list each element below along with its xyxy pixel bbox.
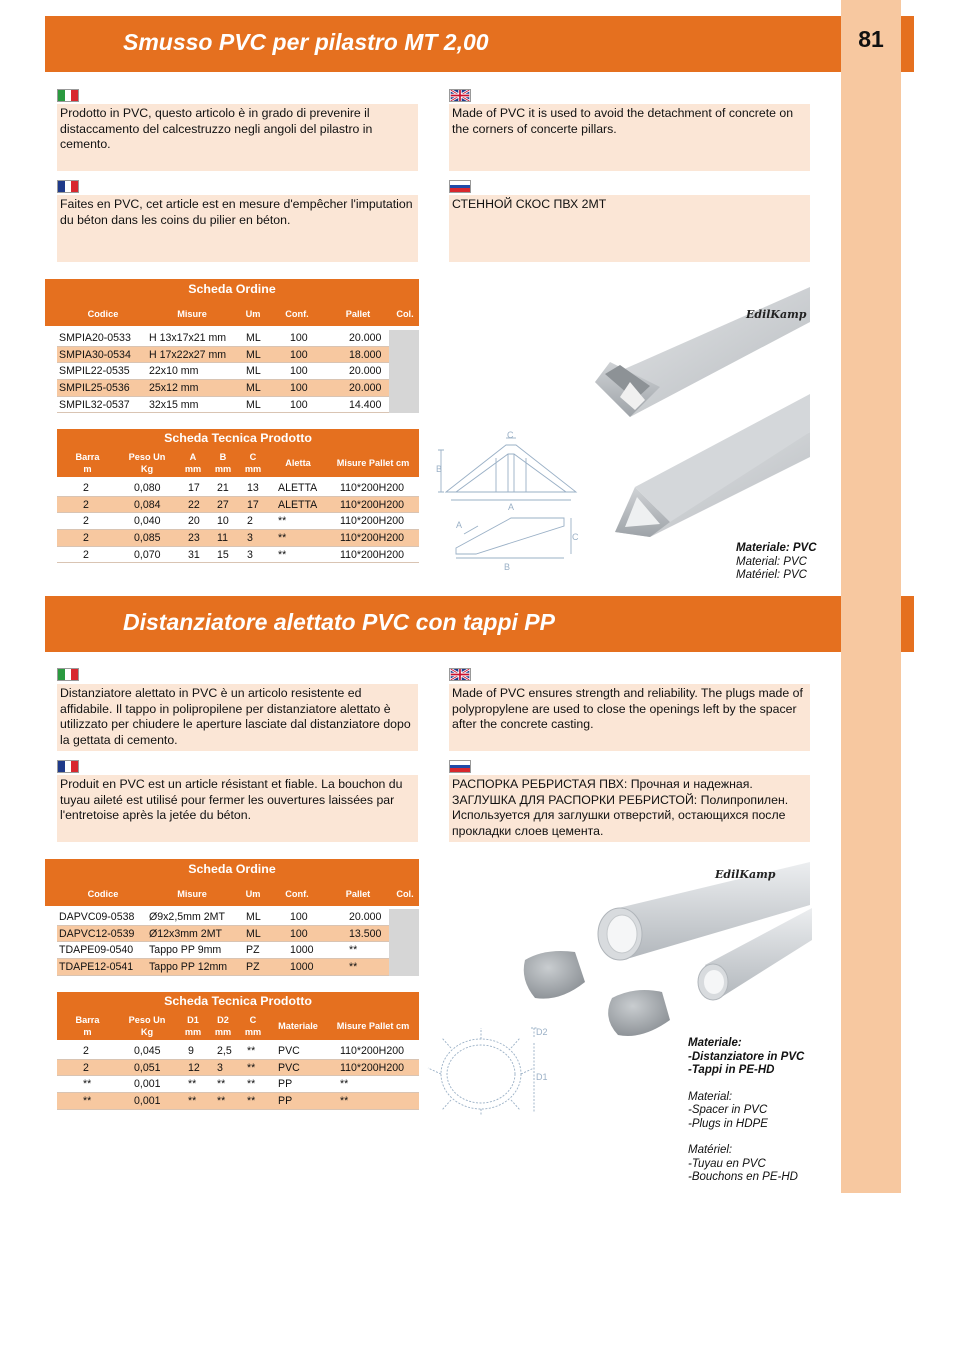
section1-order-header [45, 279, 419, 326]
tech-cell: 3 [247, 532, 253, 545]
tech-cell: 2,5 [217, 1045, 232, 1057]
tech-col-header-unit: mm [184, 1027, 202, 1037]
order-cell: ML [246, 348, 261, 361]
brand-logo: EdilKamp [746, 308, 807, 321]
russia-flag-icon [449, 760, 471, 773]
order-cell: 100 [290, 348, 308, 361]
tech-cell: 0,045 [134, 1045, 161, 1057]
order-col-header: Um [245, 309, 261, 319]
tech-col-header-line: Misure Pallet cm [336, 1021, 410, 1031]
order-cell: 100 [290, 911, 308, 923]
section1-material [736, 542, 817, 583]
tech-cell: 2 [83, 532, 89, 545]
order-cell: ML [246, 927, 261, 940]
tech-col-header [208, 1014, 238, 1038]
tech-cell: ALETTA [278, 482, 318, 494]
tech-col-header-line: B [219, 452, 227, 462]
tech-cell: ** [278, 548, 287, 561]
diagram-label-d1: D1 [536, 1072, 548, 1082]
tech-col-header-unit: m [83, 1027, 92, 1037]
diagram-label-a: A [456, 520, 463, 530]
tech-cell: 17 [188, 482, 200, 494]
tech-col-header [178, 1014, 208, 1038]
order-cell: TDAPE09-0540 [59, 944, 134, 957]
tech-col-header-unit: m [83, 464, 92, 474]
material-line: Material: [688, 1090, 733, 1103]
material-line: Material: PVC [736, 555, 807, 568]
section2-desc-fr: Produit en PVC est un article résistant et fiable. La bouchon du tuyau aileté est utilisé pour fermer les ouvertures laissées par l'entretoise après la jetée du béton. [57, 775, 418, 842]
tech-cell: 11 [217, 532, 228, 545]
section1-title-tab [901, 16, 914, 72]
page-number: 81 [858, 26, 884, 52]
tech-row [57, 1043, 419, 1060]
order-col-header: Misure [177, 309, 207, 319]
tech-row [57, 547, 419, 564]
tech-cell: 0,084 [134, 498, 161, 511]
tech-col-header [60, 1014, 115, 1038]
tech-cell: ** [278, 515, 287, 528]
order-cell: 25x12 mm [149, 382, 199, 395]
tech-cell: 110*200H200 [340, 498, 405, 511]
tech-cell: 110*200H200 [340, 548, 405, 561]
order-cell: 20.000 [349, 332, 382, 344]
tech-cell: 0,001 [134, 1095, 161, 1108]
order-cell: Tappo PP 12mm [149, 961, 228, 974]
tech-cell: 0,080 [134, 482, 161, 494]
tech-col-header-unit: mm [244, 1027, 262, 1037]
order-cell: SMPIL22-0535 [59, 365, 130, 378]
tech-cell: ** [217, 1095, 226, 1108]
tech-col-header-line: A [189, 452, 197, 462]
tech-col-header-unit: mm [244, 464, 262, 474]
tech-col-header-line: C [249, 452, 257, 462]
order-col-header: Conf. [285, 889, 309, 899]
tech-cell: 3 [247, 548, 253, 561]
tech-cell: 0,040 [134, 515, 161, 528]
tech-cell: PP [278, 1078, 293, 1091]
material-line: -Tuyau en PVC [688, 1157, 766, 1170]
tech-cell: 23 [188, 532, 200, 545]
tech-cell: 0,070 [134, 548, 161, 561]
tech-col-header-line: C [249, 1015, 257, 1025]
tech-col-header-unit: mm [184, 464, 202, 474]
order-cell: PZ [246, 944, 260, 957]
tech-col-header [328, 457, 418, 469]
tech-col-header-unit: Kg [140, 1027, 154, 1037]
tech-col-header [238, 451, 268, 475]
tech-cell: 2 [83, 482, 89, 494]
order-cell: SMPIA30-0534 [59, 348, 131, 361]
tech-cell: 22 [188, 498, 200, 511]
tech-cell: ** [247, 1061, 256, 1074]
tech-cell: 13 [247, 482, 259, 494]
diagram-label-b: B [436, 464, 443, 474]
diagram-label-c: C [572, 532, 579, 542]
order-cell: SMPIL32-0537 [59, 398, 130, 411]
tech-cell: 0,085 [134, 532, 161, 545]
order-cell: Ø9x2,5mm 2MT [149, 911, 225, 923]
tech-col-header-unit: Kg [140, 464, 154, 474]
tech-row [57, 1060, 419, 1077]
section2-desc-en: Made of PVC ensures strength and reliability. The plugs made of polypropylene are used to close the openings left by the spacer after the concrete casting. [449, 684, 810, 751]
order-col-header: Um [245, 889, 261, 899]
section2-color-column [389, 909, 419, 976]
tech-cell: 110*200H200 [340, 482, 405, 494]
tech-cell: 2 [83, 548, 89, 561]
order-col-header: Col. [396, 309, 414, 319]
order-cell: 32x15 mm [149, 398, 199, 411]
order-row [57, 330, 389, 347]
tech-cell: 12 [188, 1061, 200, 1074]
order-row [57, 926, 389, 943]
section1-order-title: Scheda Ordine [188, 282, 276, 296]
order-col-header: Pallet [345, 309, 371, 319]
section1-desc-it: Prodotto in PVC, questo articolo è in grado di prevenire il distaccamento del calcestruzzo negli angoli del pilastro in cemento. [57, 104, 418, 171]
material-line: -Tappi in PE-HD [688, 1064, 775, 1076]
section1-title-bar [45, 16, 841, 72]
order-cell: ML [246, 382, 261, 395]
tech-row [57, 480, 419, 497]
order-cell: 20.000 [349, 365, 382, 378]
order-row [57, 942, 389, 959]
order-cell: 100 [290, 382, 308, 395]
section2-title-bar [45, 596, 841, 652]
order-cell: DAPVC12-0539 [59, 927, 135, 940]
tech-cell: ** [340, 1078, 349, 1091]
order-col-header: Codice [87, 309, 119, 319]
material-line: Materiale: [688, 1037, 742, 1049]
order-cell: ML [246, 398, 261, 411]
france-flag-icon [57, 180, 79, 193]
material-line: Materiale: PVC [736, 542, 817, 554]
tech-cell: ** [278, 532, 287, 545]
tech-col-header-unit: mm [214, 464, 232, 474]
order-cell: 100 [290, 398, 308, 411]
tech-cell: 9 [188, 1045, 194, 1057]
section2-title: Distanziatore alettato PVC con tappi PP [123, 609, 555, 635]
tech-col-header-line: D2 [217, 1015, 229, 1025]
tech-cell: 21 [217, 482, 229, 494]
order-cell: 14.400 [349, 398, 382, 411]
tech-cell: PVC [278, 1061, 300, 1074]
order-col-header: Col. [396, 889, 414, 899]
tech-cell: ** [247, 1045, 256, 1057]
tech-col-header [117, 451, 177, 475]
order-cell: 22x10 mm [149, 365, 199, 378]
tech-col-header-line: Materiale [278, 1021, 318, 1031]
tech-cell: 3 [217, 1061, 223, 1074]
order-row [57, 959, 389, 976]
order-cell: SMPIL25-0536 [59, 382, 130, 395]
order-row [57, 347, 389, 364]
material-line: Matériel: [688, 1144, 733, 1156]
tech-cell: 15 [217, 548, 229, 561]
side-strip [841, 0, 901, 1193]
tech-cell: 110*200H200 [340, 532, 405, 545]
tech-col-header-line: Barra [75, 1015, 100, 1025]
material-line: Matériel: PVC [736, 569, 807, 581]
order-cell: 13.500 [349, 927, 382, 940]
order-col-header: Pallet [345, 889, 371, 899]
section1-title: Smusso PVC per pilastro MT 2,00 [123, 29, 489, 55]
section2-desc-ru: РАСПОРКА РЕБРИСТАЯ ПВХ: Прочная и надежная. ЗАГЛУШКА ДЛЯ РАСПОРКИ РЕБРИСТОЙ: Полипропилен. Используется для заглушки отверстий, остающихся после прокладки слоев цемента. [449, 775, 810, 842]
tech-cell: 17 [247, 498, 259, 511]
tech-cell: ** [83, 1095, 92, 1108]
italy-flag-icon [57, 89, 79, 102]
material-line: -Bouchons en PE-HD [688, 1171, 798, 1183]
tech-row [57, 530, 419, 547]
tech-col-header [268, 1020, 328, 1032]
tech-col-header [238, 1014, 268, 1038]
section1-desc-en: Made of PVC it is used to avoid the detachment of concrete on the corners of concerte pillars. [449, 104, 810, 171]
tech-cell: ** [217, 1078, 226, 1091]
order-cell: SMPIA20-0533 [59, 332, 131, 344]
russia-flag-icon [449, 180, 471, 193]
diagram-label-b: B [504, 562, 511, 572]
order-col-header: Misure [177, 889, 207, 899]
material-line: -Spacer in PVC [688, 1104, 768, 1116]
section2-desc-it: Distanziatore alettato in PVC è un articolo resistente ed affidabile. Il tappo in polipropilene per distanziatore alettato è utilizzato per chiudere le aperture lasciate dal distanziatore dopo la gettata di cemento. [57, 684, 418, 751]
section2-order-header [45, 859, 419, 906]
order-cell: 100 [290, 332, 308, 344]
tech-cell: 2 [83, 1045, 89, 1057]
tech-cell: ALETTA [278, 498, 318, 511]
material-line: -Plugs in HDPE [688, 1117, 768, 1130]
tech-col-header-line: Peso Un [128, 452, 166, 462]
tech-col-header-line: Misure Pallet cm [336, 458, 410, 468]
tech-col-header-line: D1 [187, 1015, 199, 1025]
order-row [57, 363, 389, 380]
tech-col-header-unit: mm [214, 1027, 232, 1037]
order-col-header: Codice [87, 889, 119, 899]
tech-col-header [60, 451, 115, 475]
material-line: -Distanziatore in PVC [688, 1050, 805, 1063]
france-flag-icon [57, 760, 79, 773]
italy-flag-icon [57, 668, 79, 681]
tech-col-header [178, 451, 208, 475]
order-cell: H 17x22x27 mm [149, 348, 227, 361]
diagram-label-d2: D2 [536, 1027, 548, 1037]
order-cell: ML [246, 332, 261, 344]
diagram-label-a: A [508, 502, 515, 512]
tech-cell: ** [247, 1078, 256, 1091]
order-cell: ML [246, 365, 261, 378]
order-col-header: Conf. [285, 309, 309, 319]
tech-col-header-line: Aletta [285, 458, 311, 468]
section1-desc-ru: СТЕННОЙ СКОС ПВХ 2МТ [449, 195, 810, 262]
order-cell: H 13x17x21 mm [149, 332, 227, 344]
tech-row [57, 497, 419, 514]
tech-col-header [117, 1014, 177, 1038]
order-cell: Tappo PP 9mm [149, 944, 222, 957]
tech-cell: 110*200H200 [340, 1061, 405, 1074]
order-cell: TDAPE12-0541 [59, 961, 134, 974]
section2-order-title: Scheda Ordine [188, 862, 276, 876]
order-row [57, 380, 389, 397]
tech-cell: 2 [83, 515, 89, 528]
order-cell: ** [349, 944, 358, 957]
tech-col-header-line: Peso Un [128, 1015, 166, 1025]
chamfer-technical-drawing [436, 430, 586, 575]
tech-cell: PVC [278, 1045, 300, 1057]
tech-col-header [328, 1020, 418, 1032]
tech-cell: 0,001 [134, 1078, 161, 1091]
order-cell: 20.000 [349, 911, 382, 923]
tech-cell: ** [247, 1095, 256, 1108]
section1-desc-fr: Faites en PVC, cet article est en mesure d'empêcher l'imputation du béton dans les coins du pilier en béton. [57, 195, 418, 262]
tech-cell: 2 [247, 515, 253, 528]
order-cell: 1000 [290, 961, 314, 974]
tech-row [57, 513, 419, 530]
order-cell: Ø12x3mm 2MT [149, 927, 222, 940]
tech-row [57, 1093, 419, 1110]
uk-flag-icon [449, 89, 471, 102]
tech-cell: ** [188, 1078, 197, 1091]
section1-tech-title: Scheda Tecnica Prodotto [164, 431, 312, 445]
brand-logo: EdilKamp [715, 868, 776, 881]
order-cell: 18.000 [349, 348, 382, 361]
order-cell: 100 [290, 927, 308, 940]
tech-cell: 31 [188, 548, 200, 561]
section1-color-column [389, 330, 419, 413]
order-cell: PZ [246, 961, 260, 974]
tech-cell: 2 [83, 498, 89, 511]
tech-cell: 110*200H200 [340, 515, 405, 528]
tech-cell: 20 [188, 515, 200, 528]
tech-cell: ** [188, 1095, 197, 1108]
tech-col-header [208, 451, 238, 475]
uk-flag-icon [449, 668, 471, 681]
tech-cell: 10 [217, 515, 229, 528]
order-cell: 20.000 [349, 382, 382, 395]
order-cell: 1000 [290, 944, 314, 957]
tech-cell: 0,051 [134, 1061, 161, 1074]
tech-cell: 27 [217, 498, 229, 511]
section2-material [688, 1037, 804, 1185]
section2-title-tab [901, 596, 914, 652]
order-cell: 100 [290, 365, 308, 378]
order-cell: DAPVC09-0538 [59, 911, 135, 923]
tech-cell: ** [340, 1095, 349, 1108]
order-cell: ML [246, 911, 261, 923]
spacer-technical-drawing [426, 1018, 554, 1116]
tech-cell: 2 [83, 1061, 89, 1074]
tech-cell: ** [83, 1078, 92, 1091]
tech-cell: 110*200H200 [340, 1045, 405, 1057]
order-row [57, 909, 389, 926]
section2-tech-title: Scheda Tecnica Prodotto [164, 994, 312, 1008]
diagram-label-c: C [507, 430, 514, 440]
tech-col-header-line: Barra [75, 452, 100, 462]
tech-col-header [268, 457, 328, 469]
tech-row [57, 1076, 419, 1093]
order-row [57, 397, 389, 414]
tech-cell: PP [278, 1095, 293, 1108]
order-cell: ** [349, 961, 358, 974]
